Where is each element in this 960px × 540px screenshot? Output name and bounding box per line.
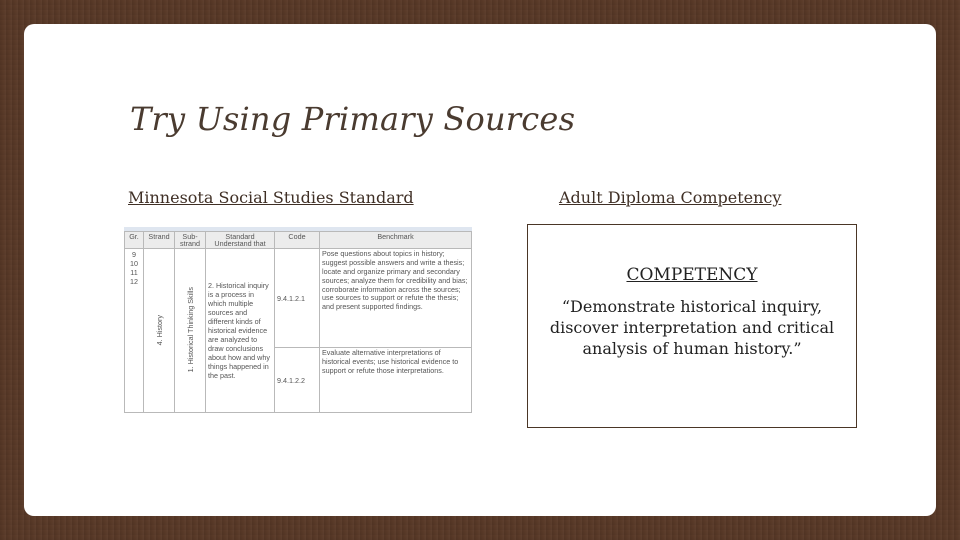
left-column-heading: Minnesota Social Studies Standard: [128, 188, 414, 207]
grade-12: 12: [130, 277, 138, 287]
table-header-row: [125, 232, 472, 249]
substrand-cell: [175, 249, 206, 413]
header-grade: Gr.: [125, 232, 144, 249]
grade-cell: [125, 249, 144, 413]
slide-title: Try Using Primary Sources: [130, 100, 576, 138]
competency-box: [527, 224, 857, 428]
standard-cell: 2. Historical inquiry is a process in which multiple sources and different kinds of historical evidence are analyzed to draw conclusions about how and why things happened in the past.: [206, 249, 275, 413]
header-benchmark: Benchmark: [320, 232, 472, 249]
grade-10: 10: [130, 259, 138, 269]
slide: [24, 24, 936, 516]
header-code: Code: [275, 232, 320, 249]
code-cell: 9.4.1.2.2: [275, 348, 320, 413]
standards-table: [124, 231, 472, 413]
header-strand: Strand: [144, 232, 175, 249]
substrand-text: 1. Historical Thinking Skills: [185, 287, 195, 373]
header-substrand: Sub-strand: [175, 232, 206, 249]
standards-table-image: [124, 227, 472, 429]
benchmark-cell: Evaluate alternative interpretations of historical events; use historical evidence to support or refute those interpretations.: [320, 348, 472, 413]
header-standard: Standard Understand that: [206, 232, 275, 249]
table-row: [125, 249, 472, 348]
competency-text: “Demonstrate historical inquiry, discover interpretation and critical analysis of human history.”: [549, 297, 835, 358]
grade-11: 11: [130, 268, 138, 278]
benchmark-cell: Pose questions about topics in history; suggest possible answers and write a thesis; locate and organize primary and secondary sources; analyze them for credibility and bias; corroborate information across the sources; use sources to support or refute the thesis; and present supported findings.: [320, 249, 472, 348]
right-column-heading: Adult Diploma Competency: [559, 188, 782, 207]
grade-9: 9: [132, 250, 136, 260]
competency-title: COMPETENCY: [626, 265, 758, 285]
code-cell: 9.4.1.2.1: [275, 249, 320, 348]
strand-cell: [144, 249, 175, 413]
strand-text: 4. History: [154, 314, 164, 346]
